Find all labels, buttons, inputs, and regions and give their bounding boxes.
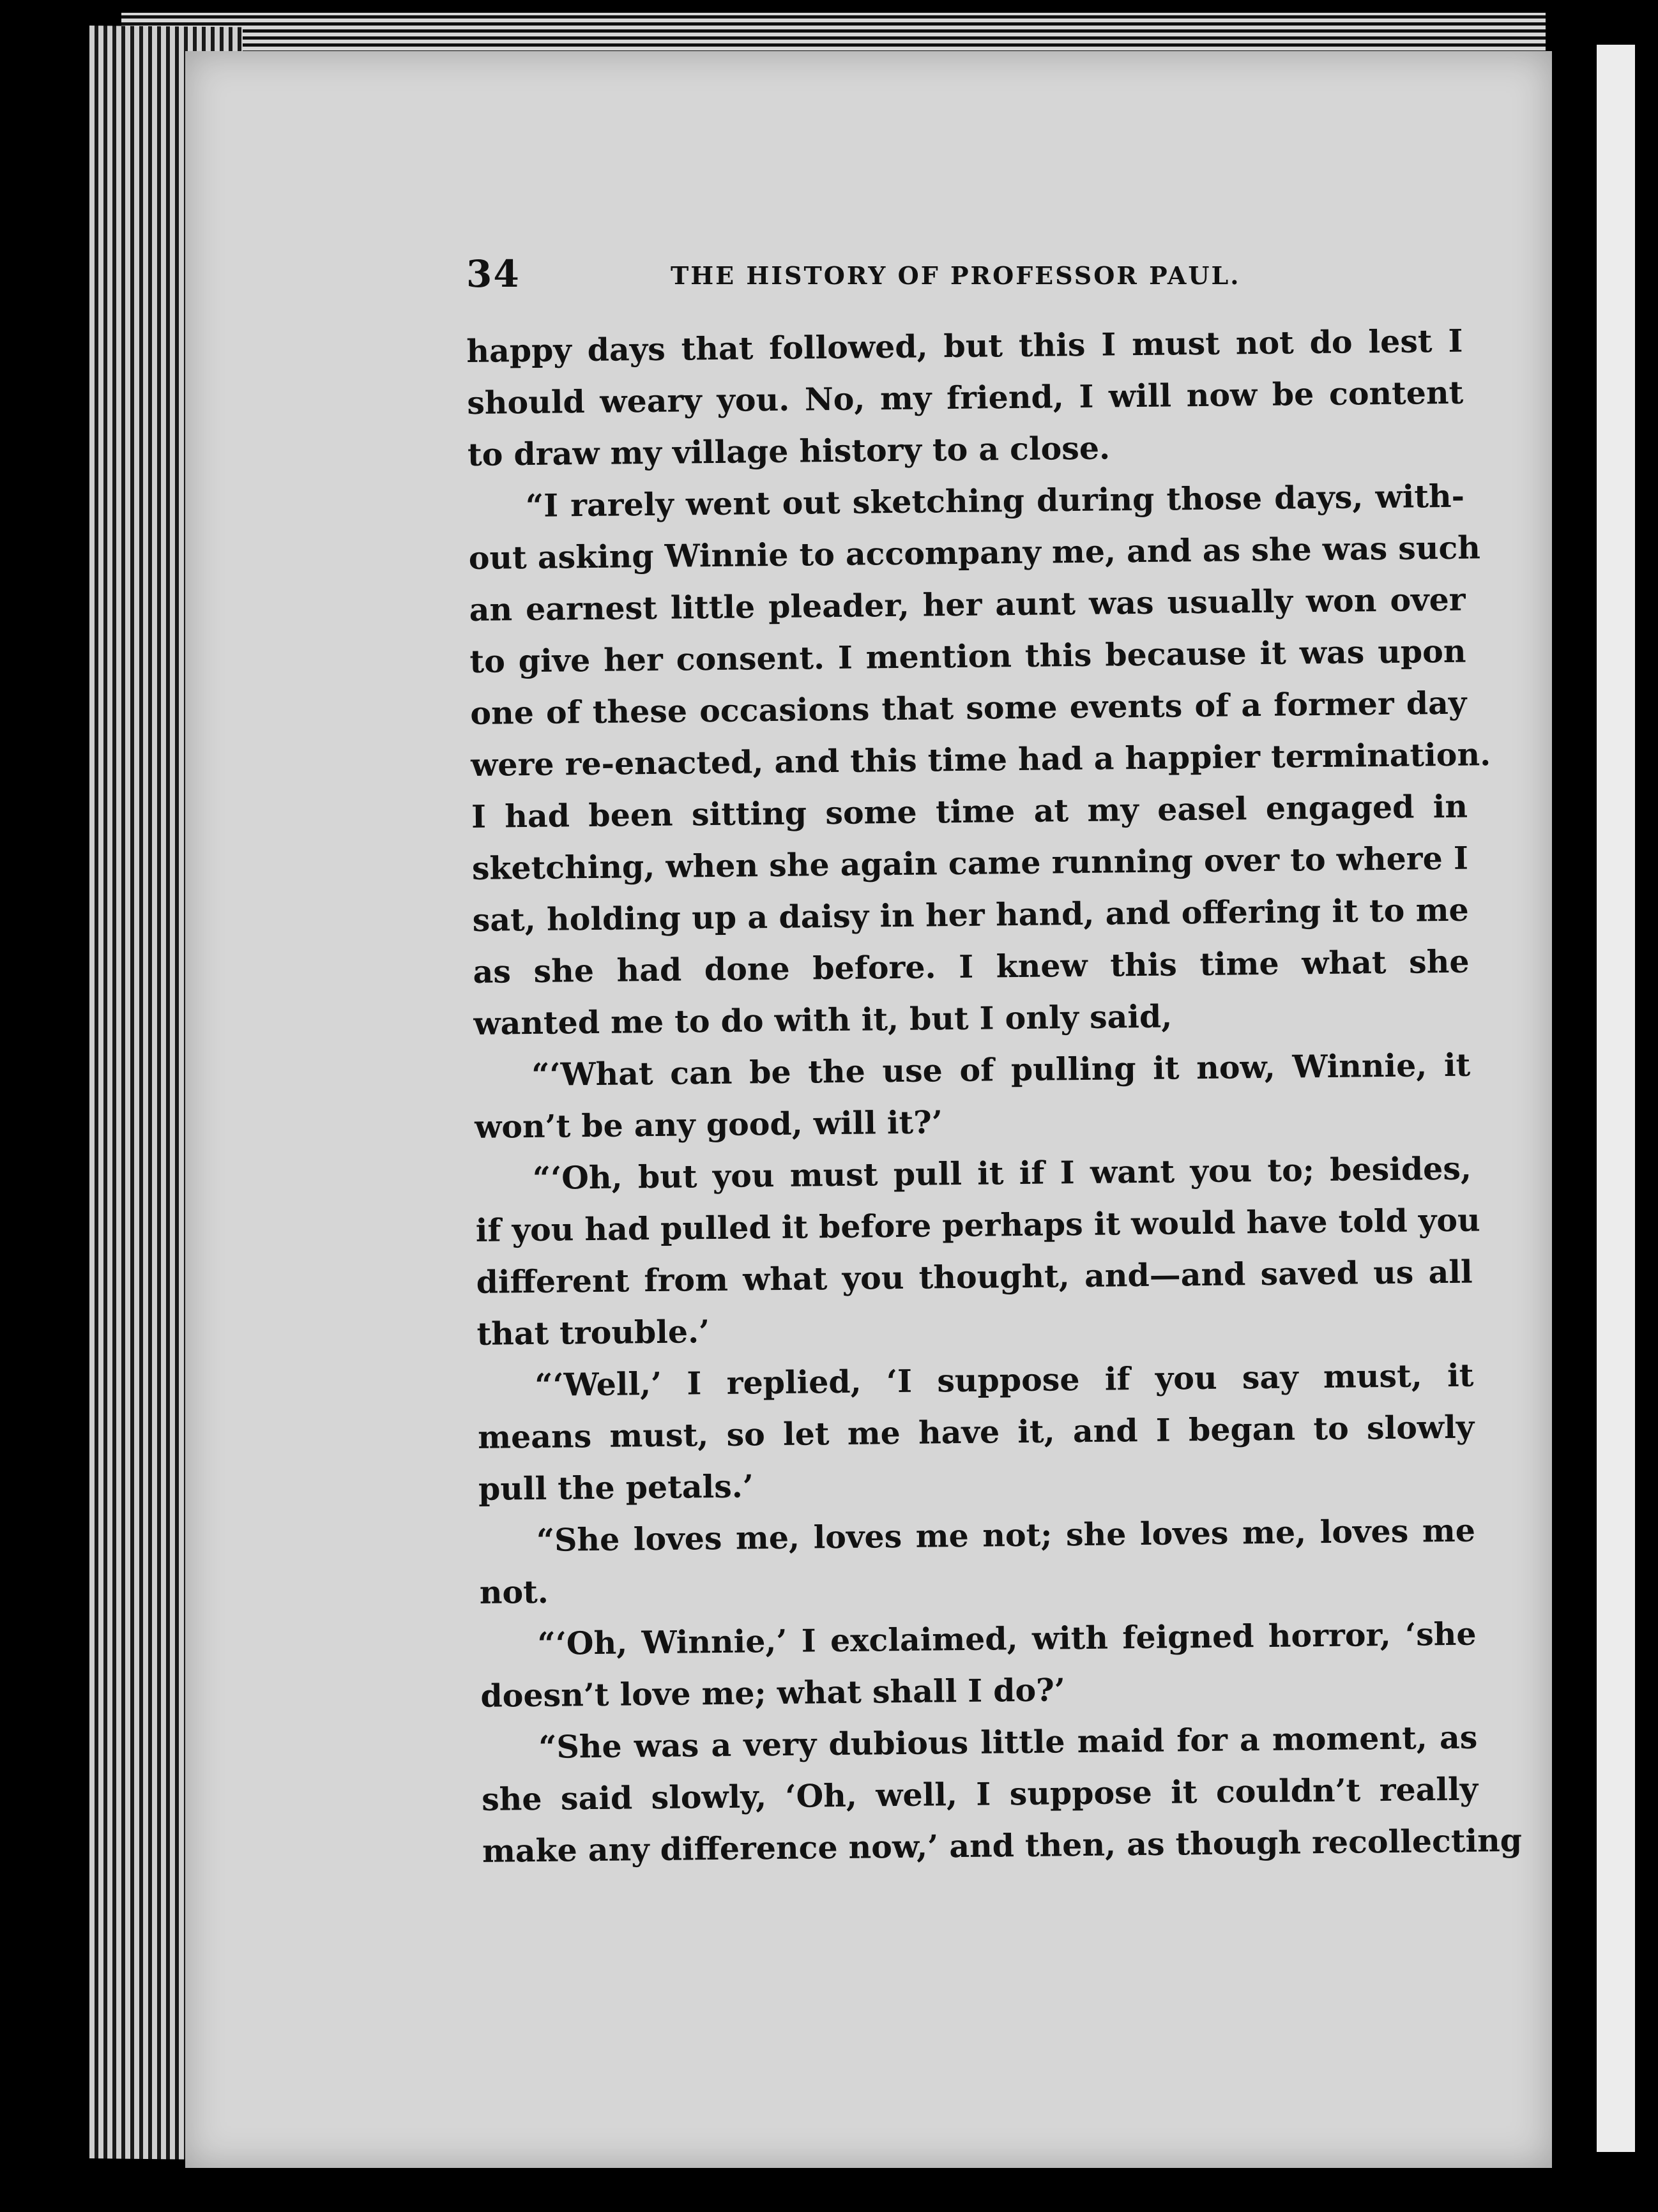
text-line: happy days that followed, but this I must not do lest I xyxy=(466,322,1463,370)
text-line: should weary you. No, my friend, I will now be content xyxy=(466,374,1464,421)
text-line: doesn’t love me; what shall I do?’ xyxy=(480,1671,1066,1715)
text-line: different from what you thought, and—and saved us all xyxy=(476,1253,1473,1301)
text-line: I had been sitting some time at my easel engaged in xyxy=(471,787,1468,835)
text-line: “‘Oh, but you must pull it if I want you to; besides, xyxy=(532,1149,1472,1197)
text-line: “She was a very dubious little maid for a moment, as xyxy=(538,1718,1478,1766)
text-line: “‘Oh, Winnie,’ I exclaimed, with feigned horror, ‘she xyxy=(537,1615,1477,1662)
text-line: pull the petals.’ xyxy=(478,1467,754,1508)
text-line: won’t be any good, will it?’ xyxy=(474,1103,943,1146)
running-head: THE HISTORY OF PROFESSOR PAUL. xyxy=(671,261,1241,290)
text-line: not. xyxy=(479,1573,549,1611)
text-line: sat, holding up a daisy in her hand, and offering it to me xyxy=(472,891,1469,939)
text-line: means must, so let me have it, and I began to slowly xyxy=(477,1408,1475,1456)
text-line: she said slowly, ‘Oh, well, I suppose it couldn’t really xyxy=(481,1770,1479,1818)
text-line: if you had pulled it before perhaps it would have told you xyxy=(475,1201,1480,1249)
body-text xyxy=(466,315,1523,1877)
page-header xyxy=(466,252,1463,303)
text-line: wanted me to do with it, but I only said, xyxy=(473,997,1173,1042)
text-line: to draw my village history to a close. xyxy=(467,429,1111,473)
text-line: sketching, when she again came running over to where I xyxy=(471,839,1469,887)
facing-page-edge xyxy=(1597,45,1635,2152)
text-line: make any difference now,’ and then, as though recollecting xyxy=(482,1821,1523,1870)
text-line: “‘What can be the use of pulling it now, Winnie, it xyxy=(531,1046,1471,1093)
text-line: that trouble.’ xyxy=(476,1313,710,1352)
page-number: 34 xyxy=(466,252,521,296)
text-line: an earnest little pleader, her aunt was usually won over xyxy=(469,580,1466,628)
text-line: as she had done before. I knew this time what she xyxy=(473,943,1470,990)
text-line: out asking Winnie to accompany me, and as she was such xyxy=(468,529,1481,577)
text-line: “‘Well,’ I replied, ‘I suppose if you say must, it xyxy=(535,1356,1474,1404)
text-line: “She loves me, loves me not; she loves me, loves me xyxy=(536,1511,1476,1559)
gutter-shadow xyxy=(1552,0,1597,2212)
text-line: to give her consent. I mention this because it was upon xyxy=(469,632,1466,680)
text-line: one of these occasions that some events of a former day xyxy=(470,684,1467,732)
text-line: were re-enacted, and this time had a happier termination. xyxy=(470,736,1491,784)
text-line: “I rarely went out sketching during those days, with- xyxy=(525,477,1465,525)
